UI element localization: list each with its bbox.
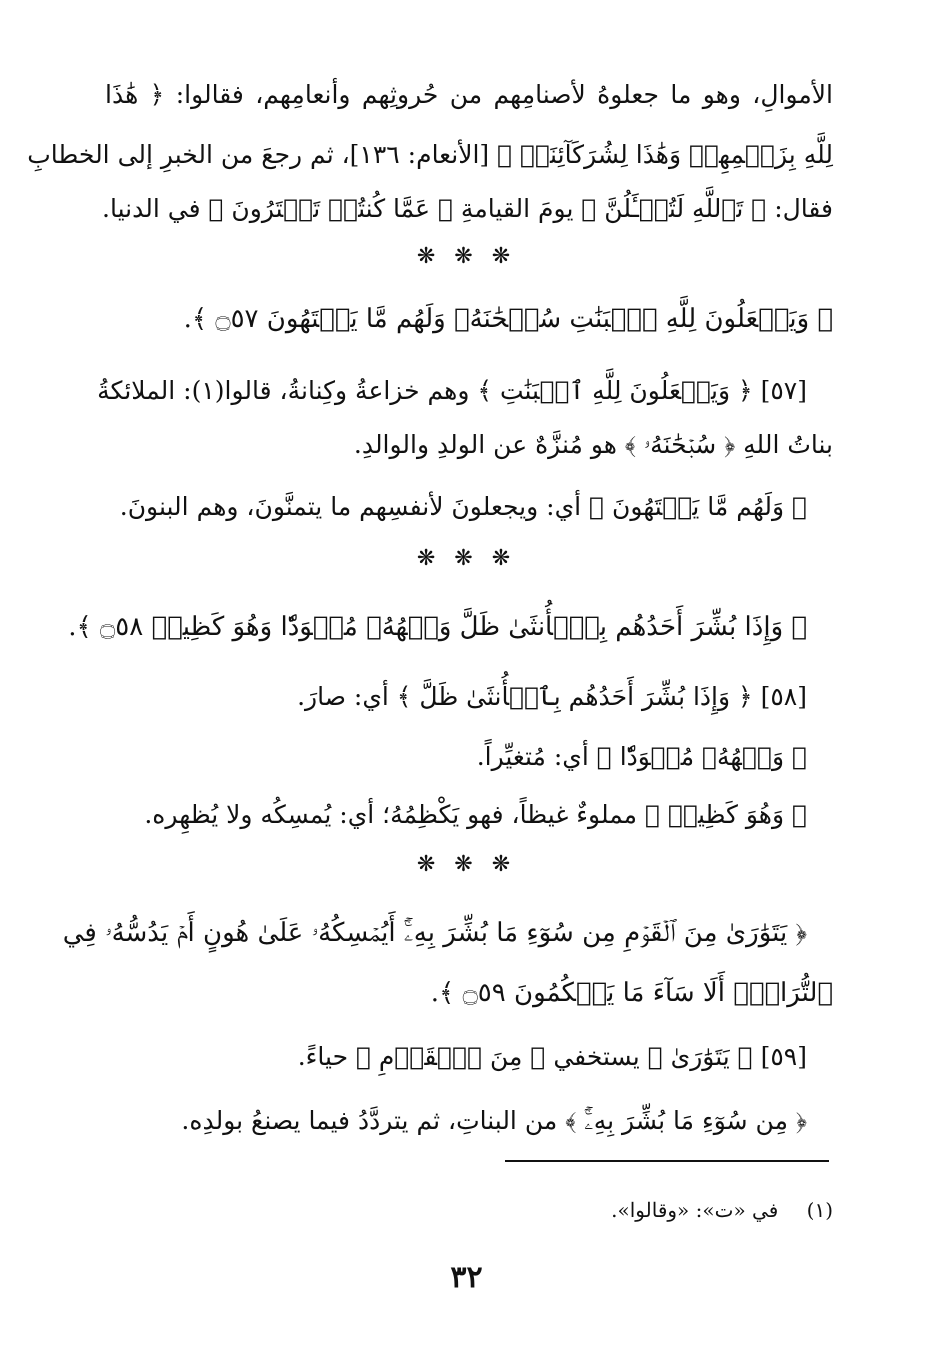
quran-verse-59-line-2: ٱلتُّرَابِۗ أَلَا سَآءَ مَا يَحۡكُمُونَ ۝٥٩ ﴾. [430,978,833,1008]
page-number: ٣٢ [450,1260,483,1295]
footnote-number: (١) [806,1198,833,1222]
quran-verse-58: ﴿ وَإِذَا بُشِّرَ أَحَدُهُم بِٱلۡأُنثَىٰ ظَلَّ وَجۡهُهُۥ مُسۡوَدّٗا وَهُوَ كَظِيمٞ ۝٥٨ ﴾. [68,612,807,642]
commentary-57-line-3: ﴿ وَلَهُم مَّا يَشۡتَهُونَ ﴾ أي: ويجعلونَ لأنفسِهم ما يتمنَّونَ، وهم البنونَ. [119,492,807,521]
commentary-58-line-3: ﴿ وَهُوَ كَظِيمٞ ﴾ مملوءٌ غيظاً، فهو يَكْظِمُهُ؛ أي: يُمسِكُه ولا يُظهِره. [144,800,807,829]
quran-verse-59-line-1: ﴿ يَتَوَٰرَىٰ مِنَ ٱلۡقَوۡمِ مِن سُوٓءِ مَا بُشِّرَ بِهِۦٓۚ أَيُمۡسِكُهُۥ عَلَىٰ هُونٍ أَمۡ يَدُسُّهُۥ فِي [62,918,807,948]
text-line-2: لِلَّهِ بِزَعۡمِهِمۡ وَهَٰذَا لِشُرَكَآئِنَاۖ ﴾ [الأنعام: ١٣٦]، ثم رجعَ من الخبرِ إلى الخطابِ [27,140,833,169]
quran-verse-57: ﴿ وَيَجۡعَلُونَ لِلَّهِ ٱلۡبَنَٰتِ سُبۡحَٰنَهُۥ وَلَهُم مَّا يَشۡتَهُونَ ۝٥٧ ﴾. [183,304,833,334]
commentary-58-line-2: ﴿ وَجۡهُهُۥ مُسۡوَدّٗا ﴾ أي: مُتغيِّراً. [476,742,807,771]
section-separator: ❋ ❋ ❋ [416,546,517,571]
commentary-59-line-2: ﴿ مِن سُوٓءِ مَا بُشِّرَ بِهِۦٓۚ ﴾ من البناتِ، ثم يتردَّدُ فيما يصنعُ بولدِه. [181,1106,807,1135]
text-line-1: الأموالِ، وهو ما جعلوهُ لأصنامِهم من حُروثِهم وأنعامِهم، فقالوا: ﴿ هَٰذَا [105,80,833,109]
commentary-57-line-2: بناتُ اللهِ ﴿ سُبۡحَٰنَهُۥ ﴾ هو مُنزَّهٌ عن الولدِ والوالدِ. [353,430,833,459]
commentary-58-line-1: [٥٨] ﴿ وَإِذَا بُشِّرَ أَحَدُهُم بِٱلۡأُنثَىٰ ظَلَّ ﴾ أي: صارَ. [297,682,807,711]
commentary-59-line-1: [٥٩] ﴿ يَتَوَٰرَىٰ ﴾ يستخفي ﴿ مِنَ ٱلۡقَوۡمِ ﴾ حياءً. [297,1042,807,1071]
footnote-text: في «ت»: «وقالوا». [611,1198,779,1222]
section-separator: ❋ ❋ ❋ [416,244,517,269]
text-line-3: فقال: ﴿ تَٱللَّهِ لَتُسۡـَٔلُنَّ ﴾ يومَ القيامةِ ﴿ عَمَّا كُنتُمۡ تَفۡتَرُونَ ﴾ في الدنيا. [102,194,833,223]
footnote-divider [505,1160,829,1162]
commentary-57-line-1: [٥٧] ﴿ وَيَجۡعَلُونَ لِلَّهِ ٱلۡبَنَٰتِ ﴾ وهم خزاعةُ وكِنانةُ، قالوا(١): الملائكةُ [97,376,807,405]
footnote [611,1198,833,1222]
section-separator: ❋ ❋ ❋ [416,852,517,877]
